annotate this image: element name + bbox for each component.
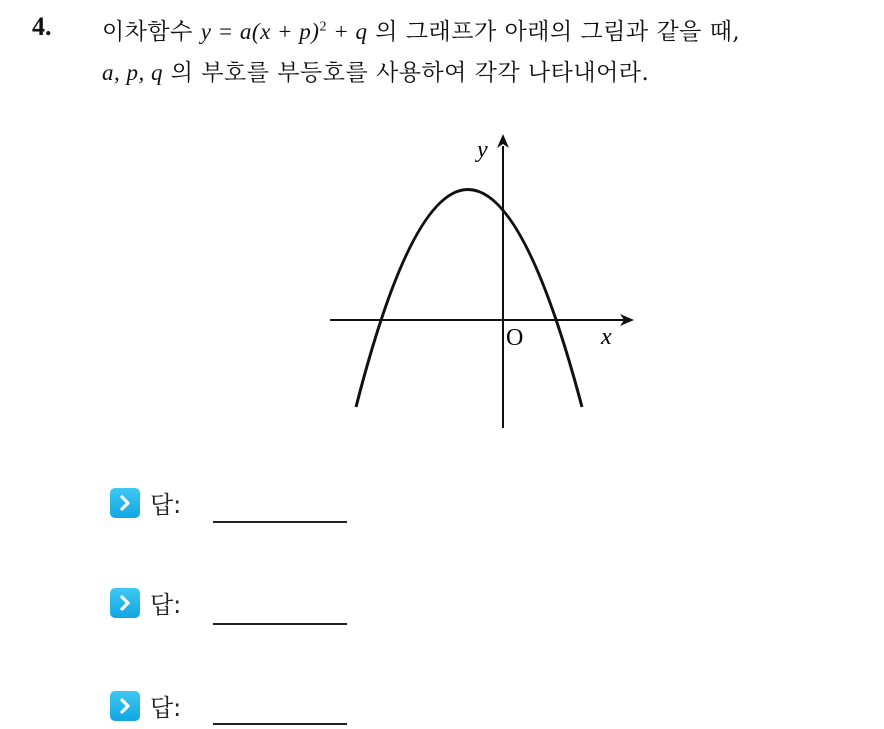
question-text-instruction: 의 부호를 부등호를 사용하여 각각 나타내어라. [163, 60, 650, 86]
formula-exponent: 2 [319, 19, 327, 35]
answer-blank-2[interactable] [213, 623, 347, 625]
question-variables: a, p, q [102, 60, 163, 85]
answer-blank-1[interactable] [213, 521, 347, 523]
y-axis [497, 134, 509, 428]
question-text-intro: 이차함수 [102, 19, 201, 45]
parabola-curve [356, 190, 582, 408]
answer-blank-3[interactable] [213, 723, 347, 725]
y-axis-arrow-icon [497, 134, 509, 148]
origin-label: O [506, 325, 524, 351]
answer-row-2 [110, 585, 181, 620]
answer-row-3 [110, 688, 181, 723]
chevron-right-icon [110, 691, 140, 721]
chevron-right-icon [110, 488, 140, 518]
answer-label: 답: [150, 694, 182, 722]
answer-label: 답: [150, 591, 182, 619]
chevron-right-icon [110, 588, 140, 618]
x-axis [330, 314, 634, 326]
formula-tail: + q [326, 19, 368, 44]
formula-main: y = a(x + p) [200, 19, 320, 44]
y-axis-label: y [477, 137, 488, 163]
question-text-condition: 의 그래프가 아래의 그림과 같을 때, [367, 19, 741, 45]
answer-label: 답: [150, 491, 182, 519]
answer-row-1 [110, 485, 181, 520]
question-number: 4. [32, 12, 52, 41]
x-axis-label: x [601, 324, 612, 350]
